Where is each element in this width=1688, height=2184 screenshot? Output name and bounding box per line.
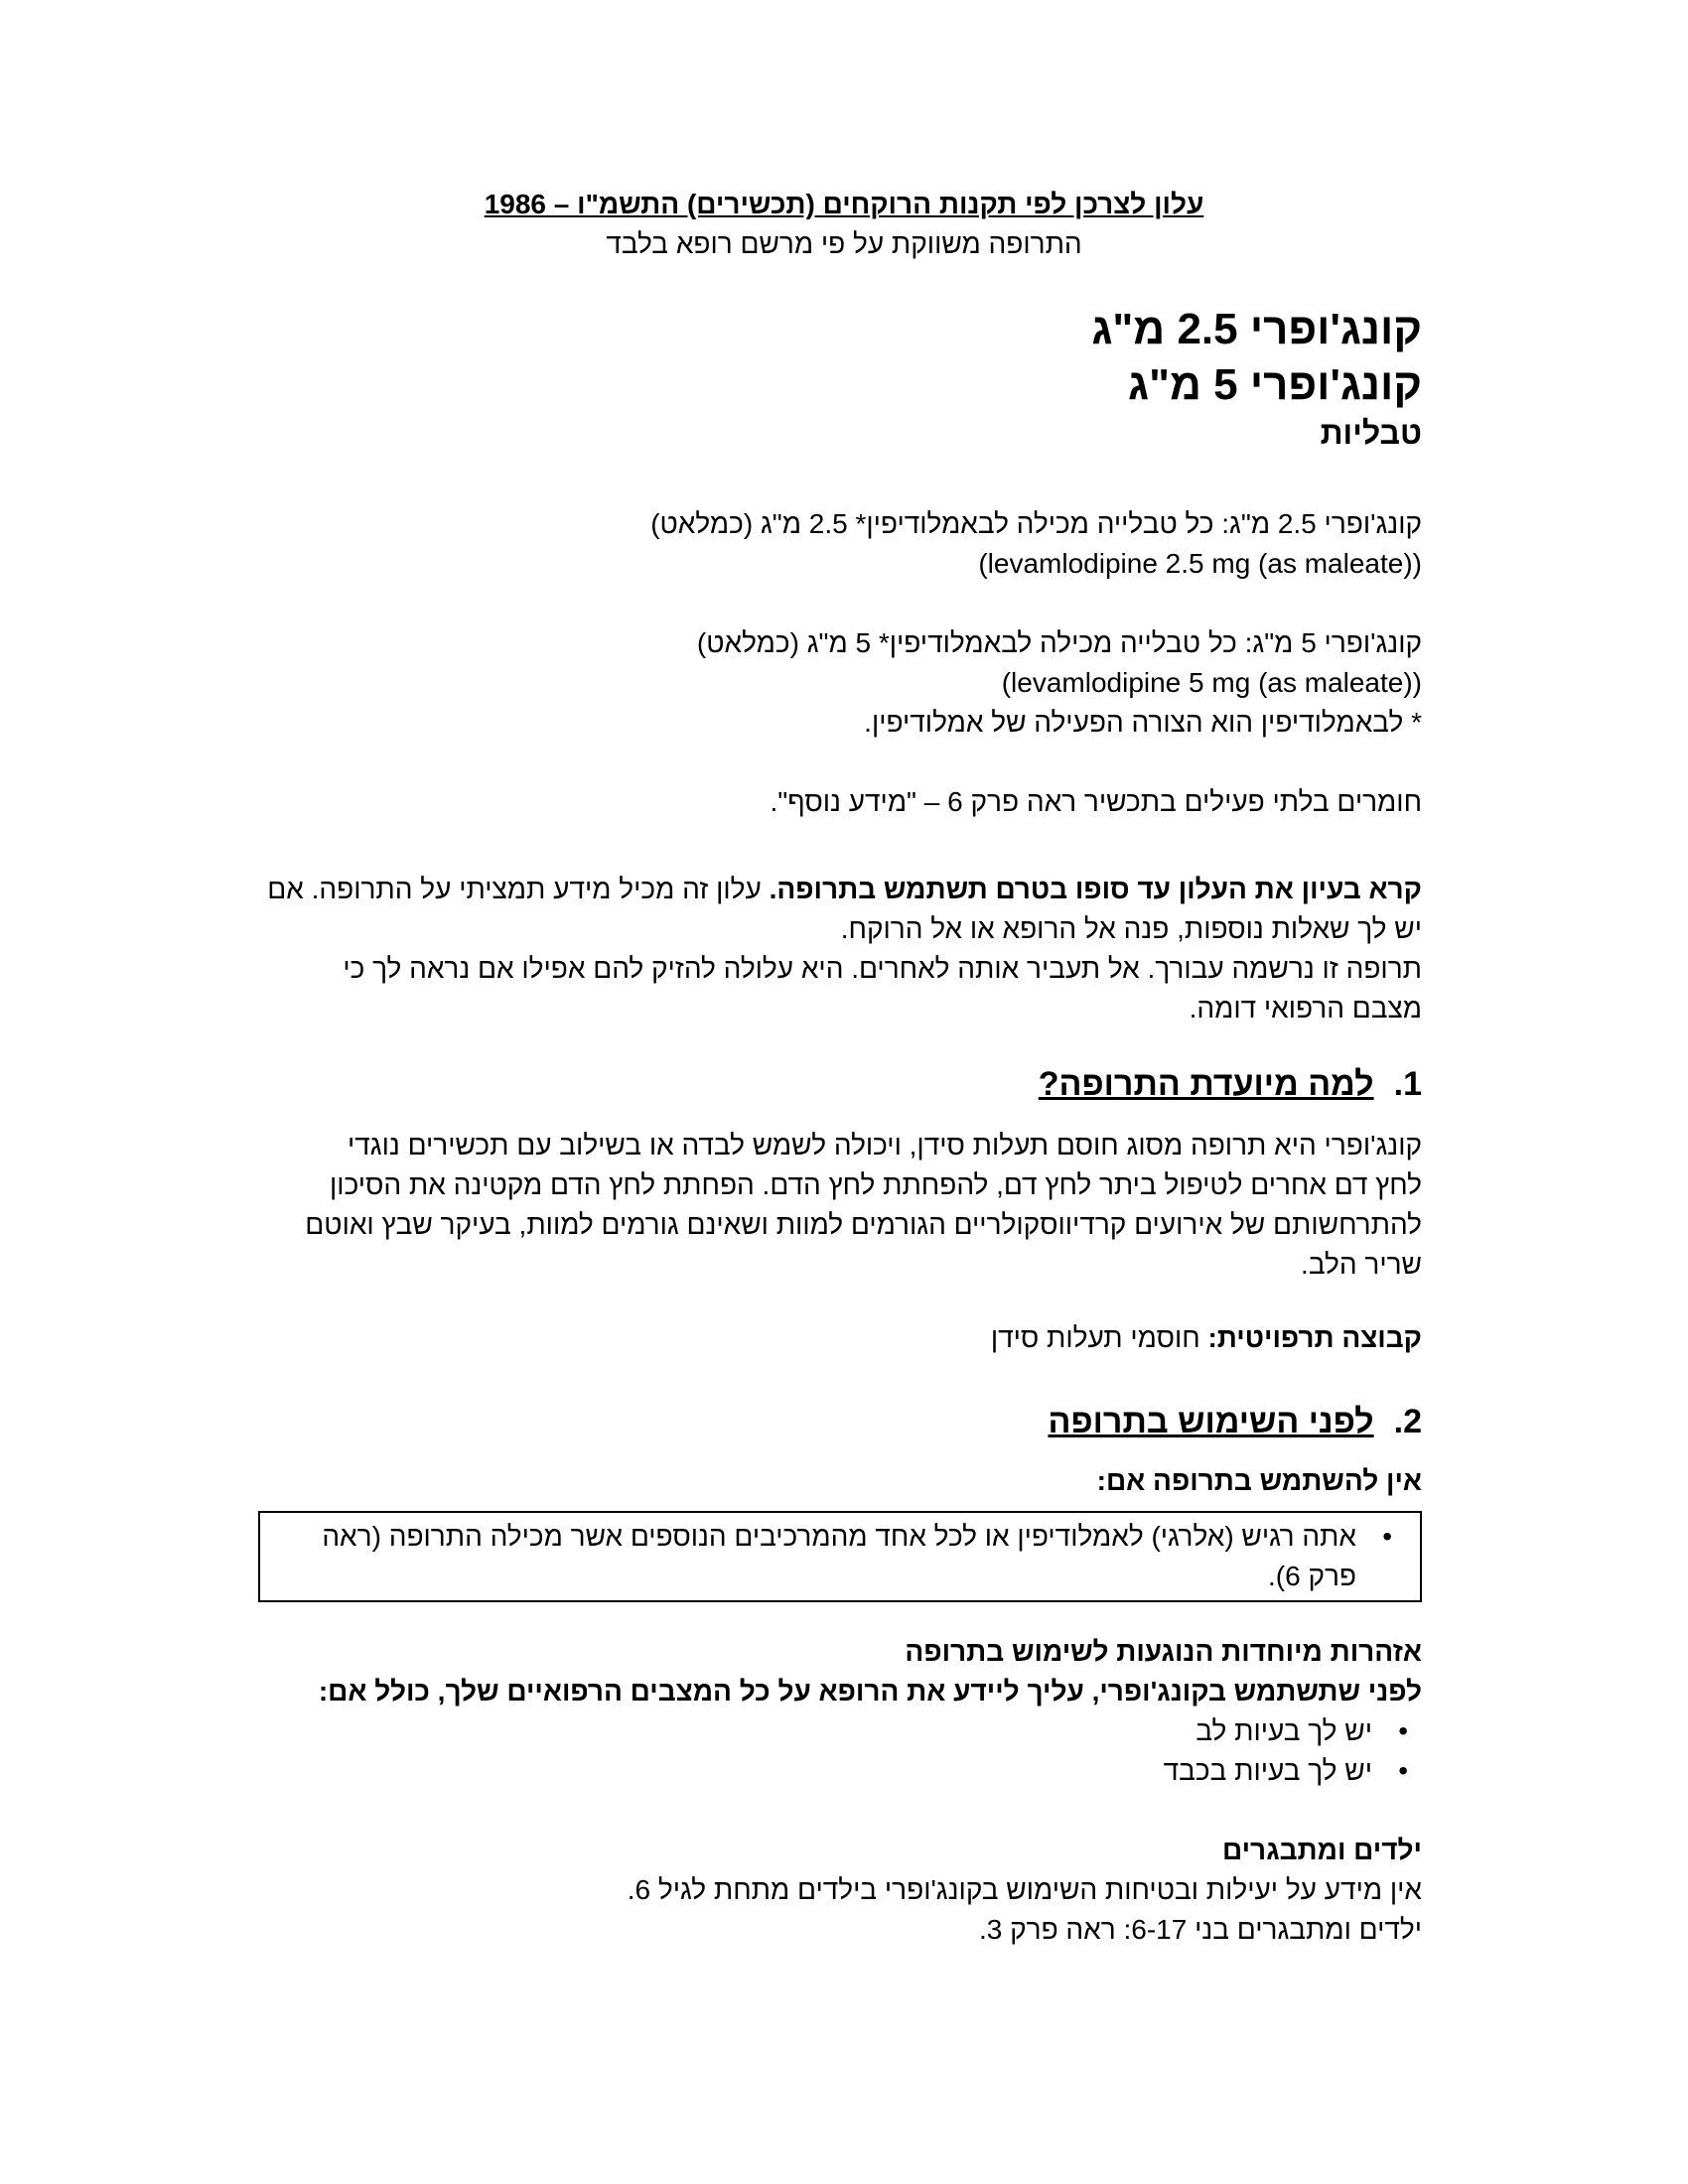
section-1-line: קונג'ופרי היא תרופה מסוג חוסם תעלות סידן, ויכולה לשמש לבדה או בשילוב עם תכשירים נוגדי (348, 1130, 1422, 1160)
header (298, 185, 1390, 264)
section-1-number: 1. (1393, 1065, 1422, 1103)
composition-5mg (429, 623, 1422, 743)
section-2-heading (429, 1400, 1422, 1443)
section-1-body (230, 1126, 1422, 1285)
bullet-icon: • (1398, 1755, 1408, 1786)
contraindications-heading (429, 1461, 1422, 1501)
therapeutic-group (429, 1318, 1422, 1358)
intro-line-1 (230, 870, 1422, 909)
intro-line-3: תרופה זו נרשמה עבורך. אל תעביר אותה לאחרים. היא עלולה להזיק להם אפילו אם נראה לך כי (343, 953, 1422, 984)
composition-item-2-5mg-english: (levamlodipine 2.5 mg (as maleate)) (978, 548, 1422, 579)
composition-item-2-5mg: קונג'ופרי 2.5 מ"ג: כל טבלייה מכילה לבאמלודיפין* 2.5 מ"ג (כמלאט) (650, 508, 1422, 539)
composition-item-5mg: קונג'ופרי 5 מ"ג: כל טבלייה מכילה לבאמלודיפין* 5 מ"ג (כמלאט) (696, 627, 1422, 658)
section-2-title: לפני השימוש בתרופה (1048, 1403, 1374, 1440)
bullet-icon: • (1398, 1715, 1408, 1746)
children-line-2: ילדים ומתבגרים בני 6-17: ראה פרק 3. (978, 1914, 1422, 1945)
product-name-5mg: קונג'ופרי 5 מ"ג (1128, 360, 1422, 409)
list-item (429, 1751, 1422, 1791)
warnings-list (429, 1711, 1422, 1791)
intro-line-2: יש לך שאלות נוספות, פנה אל הרופא או אל הרוקח. (840, 913, 1422, 944)
warning-heart-problems: יש לך בעיות לב (1196, 1715, 1372, 1746)
children-section (429, 1831, 1422, 1950)
section-1-line: להתרחשותם של אירועים קרדיווסקולריים הגורמים למוות ושאינם גורמים למוות, בעיקר שבץ ואוטם (305, 1209, 1422, 1240)
dosage-form: טבליות (1320, 415, 1422, 451)
intro-line-1-rest: עלון זה מכיל מידע תמציתי על התרופה. אם (267, 874, 770, 904)
children-heading: ילדים ומתבגרים (1222, 1835, 1422, 1865)
therapeutic-group-label: קבוצה תרפויטית: (1207, 1322, 1422, 1353)
section-1-heading (429, 1062, 1422, 1106)
contraindication-line-1: אתה רגיש (אלרגי) לאמלודיפין או לכל אחד מהמרכיבים הנוספים אשר מכילה התרופה (ראה (322, 1521, 1356, 1552)
warnings-heading: אזהרות מיוחדות הנוגעות לשימוש בתרופה (905, 1636, 1422, 1667)
contraindications-heading-text: אין להשתמש בתרופה אם: (1096, 1465, 1422, 1496)
intro-line-4: מצבם הרפואי דומה. (1189, 993, 1422, 1024)
composition-item-5mg-english: (levamlodipine 5 mg (as maleate)) (1001, 667, 1422, 698)
composition-footnote: * לבאמלודיפין הוא הצורה הפעילה של אמלודיפין. (864, 707, 1422, 738)
section-1-line: לחץ דם אחרים לטיפול ביתר לחץ דם, להפחתת לחץ הדם. הפחתת לחץ הדם מקטינה את הסיכון (330, 1169, 1422, 1200)
warning-liver-problems: יש לך בעיות בכבד (1163, 1755, 1372, 1786)
product-name-2-5mg: קונג'ופרי 2.5 מ"ג (1091, 305, 1422, 353)
section-1-line: שריר הלב. (1301, 1249, 1422, 1280)
regulation-title: עלון לצרכן לפי תקנות הרוקחים (תכשירים) התשמ"ו – 1986 (484, 189, 1204, 219)
therapeutic-group-value: חוסמי תעלות סידן (990, 1322, 1208, 1353)
children-line-1: אין מידע על יעילות ובטיחות השימוש בקונג'ופרי בילדים מתחת לגיל 6. (627, 1874, 1422, 1905)
inactive-note-text: חומרים בלתי פעילים בתכשיר ראה פרק 6 – "מידע נוסף". (770, 786, 1422, 817)
intro-paragraph (230, 870, 1422, 1028)
prescription-note: התרופה משווקת על פי מרשם רופא בלבד (606, 228, 1082, 259)
composition (429, 504, 1422, 584)
warnings-intro: לפני שתשתמש בקונג'ופרי, עליך ליידע את הרופא על כל המצבים הרפואיים שלך, כולל אם: (318, 1676, 1422, 1706)
section-2-number: 2. (1393, 1403, 1422, 1440)
inactive-ingredients-note (429, 782, 1422, 822)
product-title (528, 302, 1422, 453)
section-1-title: למה מיועדת התרופה? (1038, 1065, 1374, 1103)
contraindication-item (274, 1517, 1406, 1596)
bullet-icon: • (1382, 1521, 1392, 1552)
list-item (429, 1711, 1422, 1751)
warnings-heading-block (230, 1632, 1422, 1711)
contraindications-box (258, 1511, 1422, 1602)
intro-bold-text: קרא בעיון את העלון עד סופו בטרם תשתמש בתרופה. (769, 874, 1422, 904)
contraindication-line-2: פרק 6). (1267, 1561, 1356, 1591)
